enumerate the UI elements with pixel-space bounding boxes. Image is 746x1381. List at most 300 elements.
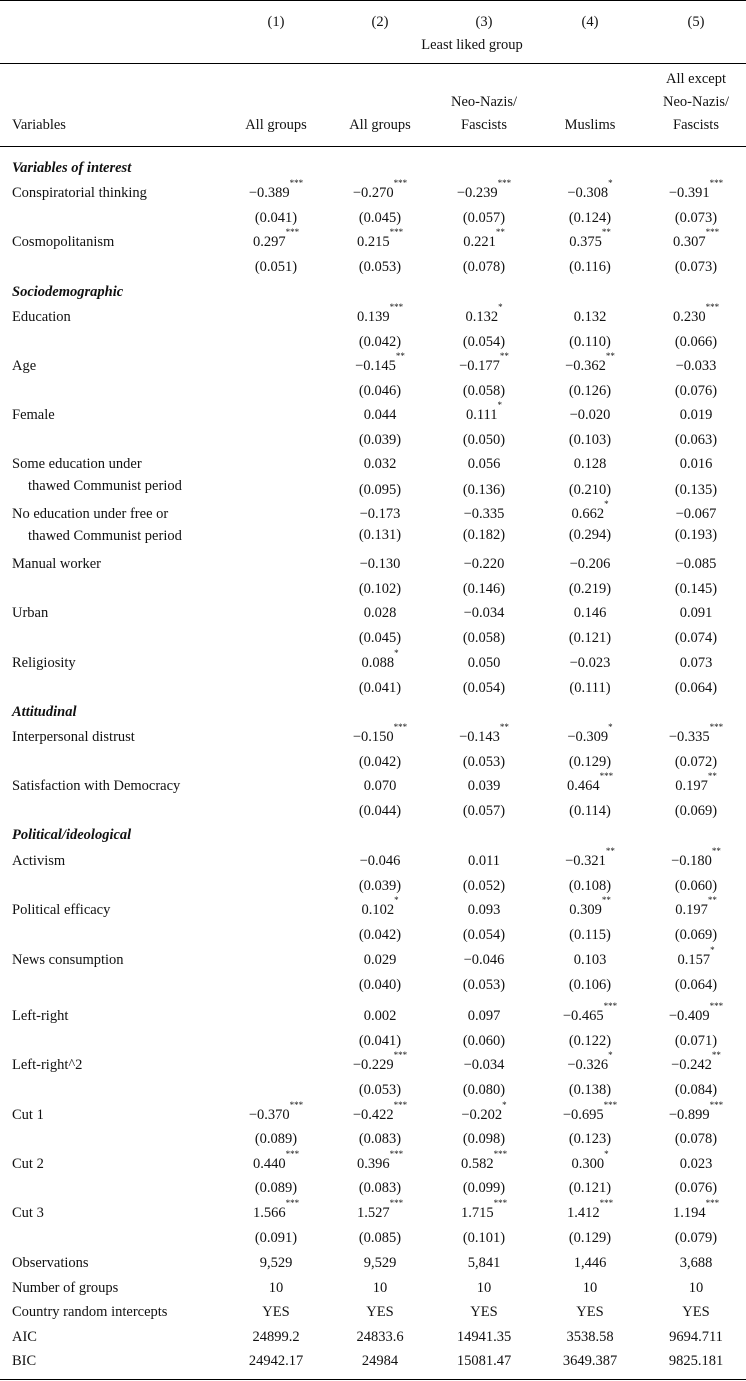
- significance-stars: ***: [393, 1050, 408, 1060]
- coef-cell: [460, 1149, 508, 1173]
- se-cell: (0.041): [358, 680, 402, 696]
- coef-value: 0.582: [460, 1156, 494, 1172]
- stat-value: YES: [470, 1304, 498, 1320]
- significance-stars: ***: [285, 1149, 300, 1159]
- coef-cell: [468, 1008, 501, 1025]
- row-label: Cut 2: [12, 1156, 44, 1172]
- se-cell: (0.066): [674, 334, 718, 350]
- column-number: (5): [687, 14, 705, 30]
- coef-value: −0.229: [352, 1057, 394, 1073]
- stat-value: 3649.387: [562, 1353, 618, 1369]
- se-cell: (0.071): [674, 1033, 718, 1049]
- stat-label: Observations: [12, 1255, 89, 1271]
- se-cell: (0.135): [674, 482, 718, 498]
- coef-value: −0.033: [675, 358, 717, 374]
- coef-cell: [675, 895, 717, 919]
- coef-value: −0.335: [668, 729, 710, 745]
- coef-value: −0.202: [461, 1107, 503, 1123]
- se-cell: (0.103): [568, 432, 612, 448]
- se-cell: (0.050): [462, 432, 506, 448]
- coef-value: −0.362: [565, 358, 606, 374]
- se-cell: (0.115): [569, 927, 611, 943]
- stat-value: 10: [688, 1280, 704, 1296]
- stat-value: 24984: [361, 1353, 399, 1369]
- coef-value: −0.145: [355, 358, 396, 374]
- se-cell: (0.219): [568, 581, 612, 597]
- se-cell: (0.102): [358, 581, 402, 597]
- coef-cell: [574, 952, 607, 969]
- coef-cell: [668, 178, 724, 202]
- coef-cell: [680, 655, 713, 672]
- column-label: Fascists: [461, 117, 507, 133]
- significance-stars: *: [498, 302, 503, 312]
- coef-value: 1.194: [672, 1205, 706, 1221]
- se-cell: (0.078): [674, 1131, 718, 1147]
- significance-stars: **: [707, 895, 717, 905]
- coef-value: 0.091: [679, 605, 713, 621]
- row-label: Cut 3: [12, 1205, 44, 1221]
- coef-cell: [565, 351, 615, 375]
- se-cell: (0.099): [462, 1180, 506, 1196]
- coef-value: −0.143: [459, 729, 500, 745]
- se-cell: (0.145): [674, 581, 718, 597]
- se-cell: (0.095): [358, 482, 402, 498]
- significance-stars: *: [394, 648, 399, 658]
- coef-value: 0.011: [467, 853, 501, 869]
- coef-cell: [567, 1050, 613, 1074]
- se-cell: (0.054): [462, 927, 506, 943]
- significance-stars: ***: [705, 302, 720, 312]
- coef-cell: [672, 302, 720, 326]
- coef-value: 0.307: [672, 234, 706, 250]
- coef-value: 0.297: [252, 234, 286, 250]
- stat-label: BIC: [12, 1353, 37, 1369]
- coef-cell: [675, 771, 717, 795]
- coef-value: −0.046: [359, 853, 401, 869]
- significance-stars: ***: [599, 1198, 614, 1208]
- coef-cell: [248, 178, 304, 202]
- stat-value: 9694.711: [669, 1329, 723, 1345]
- coef-cell: [352, 1050, 408, 1074]
- coef-cell: [671, 1050, 721, 1074]
- coef-value: 0.103: [573, 952, 607, 968]
- se-cell: (0.074): [674, 630, 718, 646]
- significance-stars: *: [604, 499, 609, 509]
- se-cell: (0.041): [358, 1033, 402, 1049]
- coef-cell: [571, 499, 609, 523]
- coef-value: −0.465: [562, 1008, 604, 1024]
- coef-cell: [465, 400, 503, 424]
- coef-cell: [360, 853, 401, 870]
- coef-cell: [677, 945, 715, 969]
- column-label: Neo-Nazis/: [662, 94, 730, 110]
- coef-cell: [468, 778, 501, 795]
- se-cell: (0.182): [462, 527, 506, 543]
- row-label: Interpersonal distrust: [12, 729, 135, 745]
- stat-value: YES: [262, 1304, 290, 1320]
- section-interest: Variables of interest: [12, 160, 132, 176]
- coef-cell: [668, 1100, 724, 1124]
- coef-cell: [668, 1001, 724, 1025]
- significance-stars: **: [499, 722, 509, 732]
- coef-value: 0.028: [363, 605, 397, 621]
- coef-cell: [468, 655, 501, 672]
- coef-cell: [571, 1149, 609, 1173]
- coef-value: 0.016: [679, 456, 713, 472]
- coef-value: 0.132: [465, 309, 499, 325]
- se-cell: (0.064): [674, 680, 718, 696]
- se-cell: (0.058): [462, 630, 506, 646]
- coef-cell: [468, 853, 500, 870]
- coef-value: 0.396: [356, 1156, 390, 1172]
- bottom-rule: [0, 1379, 746, 1380]
- se-cell: (0.042): [358, 334, 402, 350]
- significance-stars: ***: [493, 1198, 508, 1208]
- coef-cell: [464, 506, 505, 523]
- header-rule: [0, 63, 746, 64]
- significance-stars: ***: [705, 227, 720, 237]
- se-cell: (0.072): [674, 754, 718, 770]
- coef-cell: [361, 895, 399, 919]
- row-label: Female: [12, 407, 55, 423]
- se-cell: (0.108): [568, 878, 612, 894]
- se-cell: (0.064): [674, 977, 718, 993]
- coef-value: 0.050: [467, 655, 501, 671]
- coef-value: −0.242: [671, 1057, 712, 1073]
- stat-value: 5,841: [467, 1255, 501, 1271]
- coef-cell: [355, 351, 405, 375]
- significance-stars: ***: [389, 227, 404, 237]
- se-cell: (0.053): [462, 754, 506, 770]
- coef-value: −0.695: [562, 1107, 604, 1123]
- coef-value: −0.023: [569, 655, 611, 671]
- se-cell: (0.193): [674, 527, 718, 543]
- row-label: Activism: [12, 853, 66, 869]
- significance-stars: ***: [393, 178, 408, 188]
- coef-value: −0.020: [569, 407, 611, 423]
- coef-cell: [570, 655, 611, 672]
- row-label-cont: thawed Communist period: [28, 478, 182, 494]
- significance-stars: *: [604, 1149, 609, 1159]
- coef-value: 0.128: [573, 456, 607, 472]
- coef-cell: [364, 605, 397, 622]
- se-cell: (0.101): [462, 1230, 506, 1246]
- row-label: News consumption: [12, 952, 124, 968]
- coef-value: 0.662: [571, 506, 605, 522]
- se-cell: (0.136): [462, 482, 506, 498]
- coef-value: 0.088: [361, 655, 395, 671]
- coef-cell: [464, 556, 505, 573]
- coef-value: −0.177: [459, 358, 500, 374]
- coef-value: 1.527: [356, 1205, 390, 1221]
- significance-stars: **: [495, 227, 505, 237]
- se-cell: (0.041): [254, 210, 298, 226]
- coef-cell: [680, 605, 713, 622]
- significance-stars: ***: [389, 1149, 404, 1159]
- coef-cell: [364, 778, 397, 795]
- se-cell: (0.114): [569, 803, 611, 819]
- coef-cell: [562, 1100, 618, 1124]
- se-cell: (0.122): [568, 1033, 612, 1049]
- se-cell: (0.129): [568, 1230, 612, 1246]
- section-political: Political/ideological: [12, 827, 132, 843]
- section-attitudinal: Attitudinal: [12, 704, 77, 720]
- se-cell: (0.078): [462, 259, 506, 275]
- se-cell: (0.053): [358, 259, 402, 275]
- stat-label: AIC: [12, 1329, 37, 1345]
- coef-cell: [252, 1149, 300, 1173]
- se-cell: (0.124): [568, 210, 612, 226]
- coef-cell: [676, 358, 717, 375]
- coef-value: −0.220: [463, 556, 505, 572]
- significance-stars: ***: [285, 1198, 300, 1208]
- coef-value: 0.157: [677, 952, 711, 968]
- coef-value: 0.111: [465, 407, 498, 423]
- significance-stars: ***: [705, 1198, 720, 1208]
- coef-cell: [672, 1198, 720, 1222]
- se-cell: (0.294): [568, 527, 612, 543]
- coef-value: −0.046: [463, 952, 505, 968]
- significance-stars: ***: [389, 1198, 404, 1208]
- column-label: Neo-Nazis/: [450, 94, 518, 110]
- stat-value: 10: [582, 1280, 598, 1296]
- coef-value: −0.899: [668, 1107, 710, 1123]
- coef-value: 1.412: [566, 1205, 600, 1221]
- significance-stars: ***: [599, 771, 614, 781]
- coef-value: 0.440: [252, 1156, 286, 1172]
- significance-stars: **: [605, 846, 615, 856]
- significance-stars: ***: [497, 178, 512, 188]
- coef-cell: [566, 1198, 614, 1222]
- coef-value: 0.375: [569, 234, 602, 250]
- se-cell: (0.085): [358, 1230, 402, 1246]
- column-label: All groups: [349, 117, 411, 133]
- coef-value: −0.180: [671, 853, 712, 869]
- coef-value: 0.309: [569, 902, 602, 918]
- se-cell: (0.045): [358, 630, 402, 646]
- column-number: (3): [475, 14, 493, 30]
- coef-value: 0.002: [363, 1008, 397, 1024]
- coef-value: −0.370: [248, 1107, 290, 1123]
- coef-cell: [565, 846, 615, 870]
- coef-cell: [356, 1149, 404, 1173]
- se-cell: (0.131): [358, 527, 402, 543]
- coef-cell: [569, 895, 611, 919]
- stat-value: 24833.6: [356, 1329, 404, 1345]
- se-cell: (0.098): [462, 1131, 506, 1147]
- se-cell: (0.091): [254, 1230, 298, 1246]
- stat-value: 3538.58: [566, 1329, 614, 1345]
- coef-value: −0.150: [352, 729, 394, 745]
- coef-cell: [574, 309, 607, 326]
- coef-cell: [364, 456, 397, 473]
- significance-stars: *: [710, 945, 715, 955]
- stat-value: 15081.47: [456, 1353, 512, 1369]
- coef-value: 0.139: [356, 309, 390, 325]
- coef-cell: [248, 1100, 304, 1124]
- se-cell: (0.054): [462, 680, 506, 696]
- top-rule: [0, 0, 746, 1]
- se-cell: (0.089): [254, 1180, 298, 1196]
- coef-cell: [671, 846, 721, 870]
- se-cell: (0.063): [674, 432, 718, 448]
- coef-cell: [570, 407, 611, 424]
- coef-cell: [574, 605, 607, 622]
- row-label: No education under free or: [12, 506, 169, 522]
- se-cell: (0.076): [674, 383, 718, 399]
- coef-value: 0.464: [566, 778, 600, 794]
- se-cell: (0.146): [462, 581, 506, 597]
- significance-stars: ***: [493, 1149, 508, 1159]
- coef-value: 0.029: [363, 952, 397, 968]
- se-cell: (0.039): [358, 432, 402, 448]
- section-socio: Sociodemographic: [12, 284, 124, 300]
- coef-cell: [356, 1198, 404, 1222]
- coef-cell: [567, 178, 613, 202]
- significance-stars: **: [601, 895, 611, 905]
- significance-stars: ***: [393, 722, 408, 732]
- coef-value: −0.409: [668, 1008, 710, 1024]
- column-label: Muslims: [564, 117, 616, 133]
- se-cell: (0.210): [568, 482, 612, 498]
- coef-cell: [676, 506, 717, 523]
- se-cell: (0.121): [568, 1180, 612, 1196]
- coef-value: 0.132: [573, 309, 607, 325]
- se-cell: (0.069): [674, 803, 718, 819]
- span-label: Least liked group: [421, 37, 523, 53]
- row-label: Left-right: [12, 1008, 69, 1024]
- coef-cell: [352, 1100, 408, 1124]
- stat-value: 24942.17: [248, 1353, 304, 1369]
- coef-value: 0.044: [363, 407, 397, 423]
- coef-value: −0.270: [352, 185, 394, 201]
- coef-value: 0.070: [363, 778, 397, 794]
- coef-value: 0.019: [679, 407, 713, 423]
- se-cell: (0.079): [674, 1230, 718, 1246]
- coef-cell: [456, 178, 512, 202]
- coef-value: 0.197: [675, 902, 708, 918]
- se-cell: (0.073): [674, 210, 718, 226]
- significance-stars: *: [497, 400, 503, 410]
- coef-cell: [668, 722, 724, 746]
- coef-cell: [364, 1008, 397, 1025]
- se-cell: (0.129): [568, 754, 612, 770]
- significance-stars: **: [605, 351, 615, 361]
- significance-stars: ***: [289, 1100, 304, 1110]
- stat-value: 1,446: [573, 1255, 607, 1271]
- se-cell: (0.057): [462, 803, 506, 819]
- coef-cell: [465, 302, 503, 326]
- row-label: Manual worker: [12, 556, 101, 572]
- coef-cell: [463, 227, 505, 251]
- significance-stars: ***: [709, 1100, 724, 1110]
- coef-value: −0.389: [248, 185, 290, 201]
- column-label: All except: [666, 71, 726, 87]
- se-cell: (0.069): [674, 927, 718, 943]
- significance-stars: *: [394, 895, 399, 905]
- stat-value: YES: [366, 1304, 394, 1320]
- stat-label: Number of groups: [12, 1280, 119, 1296]
- coef-cell: [356, 227, 404, 251]
- se-cell: (0.080): [462, 1082, 506, 1098]
- significance-stars: *: [608, 1050, 613, 1060]
- row-label: Education: [12, 309, 71, 325]
- se-cell: (0.084): [674, 1082, 718, 1098]
- se-cell: (0.138): [568, 1082, 612, 1098]
- coef-cell: [361, 648, 399, 672]
- row-label: Political efficacy: [12, 902, 111, 918]
- se-cell: (0.060): [462, 1033, 506, 1049]
- coef-cell: [464, 952, 505, 969]
- significance-stars: ***: [389, 302, 404, 312]
- row-label: Conspiratorial thinking: [12, 185, 147, 201]
- stat-value: 9825.181: [668, 1353, 724, 1369]
- coef-cell: [252, 227, 300, 251]
- coef-cell: [461, 1100, 507, 1124]
- column-label: All groups: [245, 117, 307, 133]
- stat-value: 14941.35: [456, 1329, 512, 1345]
- row-label: Left-right^2: [12, 1057, 83, 1073]
- coef-value: 0.097: [467, 1008, 501, 1024]
- row-label: Cut 1: [12, 1107, 44, 1123]
- se-cell: (0.051): [254, 259, 298, 275]
- coef-cell: [676, 556, 717, 573]
- stat-value: YES: [682, 1304, 710, 1320]
- column-number: (2): [371, 14, 389, 30]
- coef-value: −0.239: [456, 185, 498, 201]
- coef-cell: [459, 351, 509, 375]
- coef-cell: [566, 771, 614, 795]
- significance-stars: *: [608, 178, 613, 188]
- significance-stars: **: [499, 351, 509, 361]
- coef-value: 0.093: [467, 902, 501, 918]
- coef-cell: [459, 722, 509, 746]
- coef-cell: [569, 227, 611, 251]
- coef-cell: [567, 722, 613, 746]
- coef-value: −0.034: [463, 605, 505, 621]
- significance-stars: ***: [603, 1100, 618, 1110]
- se-cell: (0.083): [358, 1131, 402, 1147]
- se-cell: (0.106): [568, 977, 612, 993]
- coef-cell: [468, 456, 501, 473]
- stat-label: Country random intercepts: [12, 1304, 168, 1320]
- subheader-rule: [0, 146, 746, 147]
- coef-cell: [360, 556, 401, 573]
- coef-value: −0.308: [567, 185, 609, 201]
- se-cell: (0.042): [358, 927, 402, 943]
- column-number: (1): [267, 14, 285, 30]
- coef-cell: [364, 407, 397, 424]
- se-cell: (0.110): [569, 334, 611, 350]
- coef-value: −0.034: [463, 1057, 505, 1073]
- se-cell: (0.089): [254, 1131, 298, 1147]
- significance-stars: ***: [709, 722, 724, 732]
- significance-stars: **: [395, 351, 405, 361]
- coef-value: −0.173: [359, 506, 401, 522]
- coef-cell: [352, 722, 408, 746]
- coef-value: 0.039: [467, 778, 501, 794]
- row-label: Satisfaction with Democracy: [12, 778, 181, 794]
- coef-cell: [680, 407, 713, 424]
- coef-value: 0.197: [675, 778, 708, 794]
- significance-stars: **: [711, 846, 721, 856]
- significance-stars: **: [707, 771, 717, 781]
- stat-value: 9,529: [363, 1255, 397, 1271]
- coef-value: 0.230: [672, 309, 706, 325]
- coef-cell: [356, 302, 404, 326]
- stat-value: 10: [476, 1280, 492, 1296]
- column-number: (4): [581, 14, 599, 30]
